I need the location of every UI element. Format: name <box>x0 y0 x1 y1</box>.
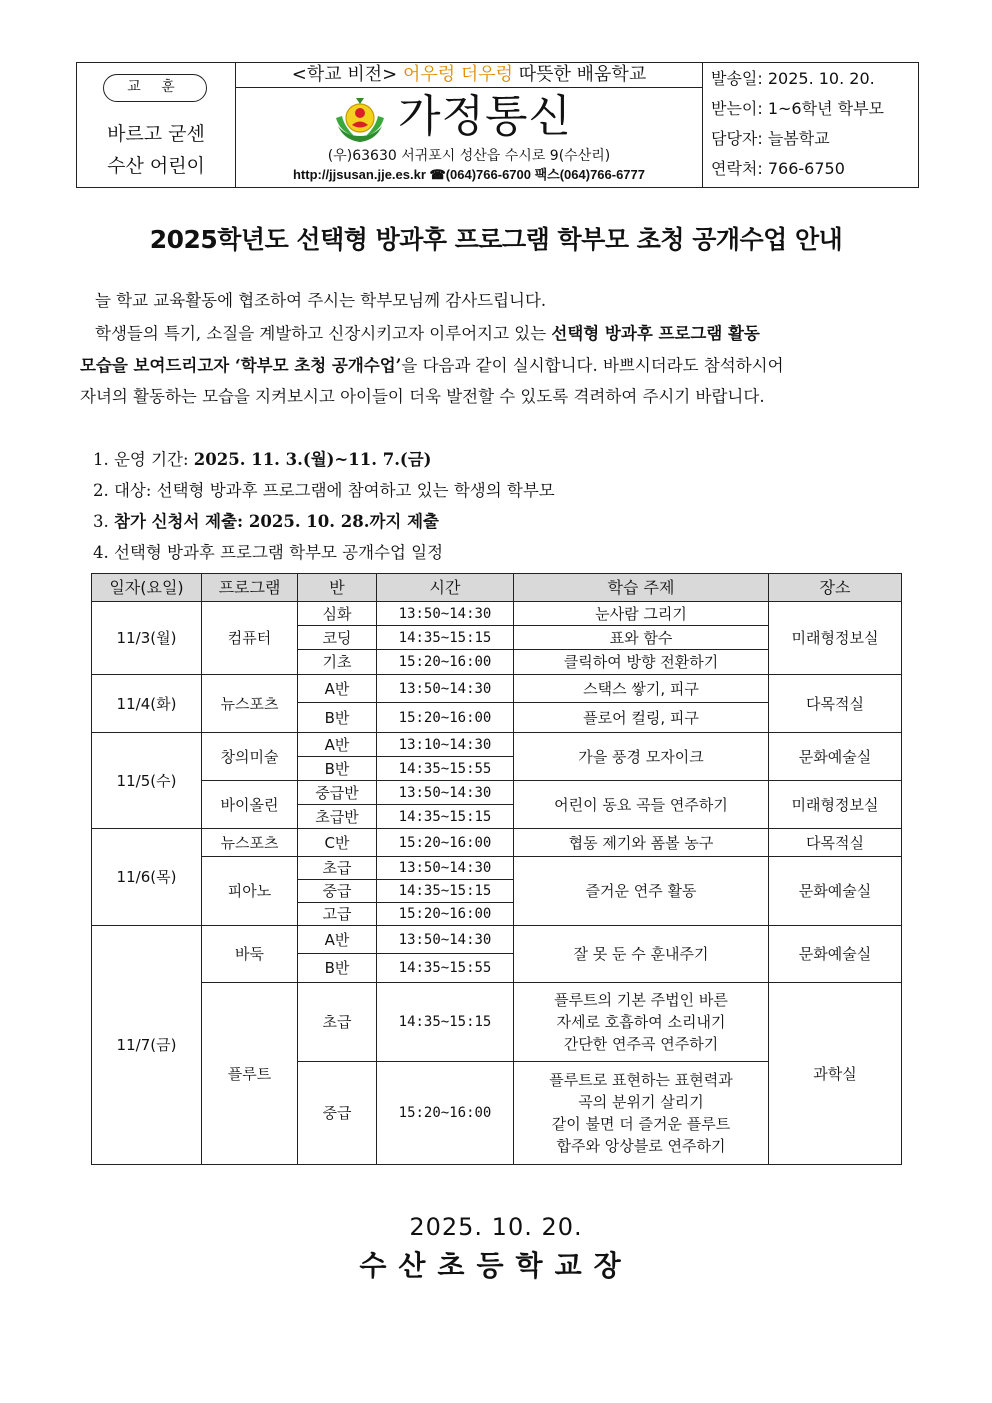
class-cell: B반 <box>298 954 377 983</box>
person-in-charge: 담당자: 늘봄학교 <box>711 129 830 148</box>
subject-cell: 클릭하여 방향 전환하기 <box>514 650 769 675</box>
sent-date: 발송일: 2025. 10. 20. <box>711 69 875 88</box>
date-cell: 11/3(월) <box>92 602 202 675</box>
header-subject: 학습 주제 <box>514 574 769 602</box>
subject-cell <box>514 983 769 1062</box>
item-period <box>93 448 432 472</box>
intro-paragraph-1: 늘 학교 교육활동에 협조하여 주시는 학부모님께 감사드립니다. <box>95 291 547 310</box>
subject-cell: 즐거운 연주 활동 <box>514 857 769 926</box>
newsletter-info <box>703 63 918 187</box>
subject-line: 자세로 호흡하여 소리내기 <box>556 1013 726 1031</box>
class-cell: B반 <box>298 703 377 733</box>
place-cell: 문화예술실 <box>769 857 902 926</box>
place-cell: 미래형정보실 <box>769 781 902 829</box>
class-cell: B반 <box>298 757 377 781</box>
time-cell: 13:50~14:30 <box>377 926 514 954</box>
class-cell: 중급 <box>298 880 377 903</box>
program-cell: 창의미술 <box>202 733 298 781</box>
class-cell: 고급 <box>298 903 377 926</box>
class-cell: 초급 <box>298 857 377 880</box>
item-label: 3. <box>93 512 114 531</box>
date-cell: 11/4(화) <box>92 675 202 733</box>
time-cell: 15:20~16:00 <box>377 703 514 733</box>
vision-word-1: 어우렁 <box>402 64 456 85</box>
subject-line: 곡의 분위기 살리기 <box>578 1093 704 1111</box>
motto-line-1: 바르고 굳센 <box>107 123 205 145</box>
school-address: (우)63630 서귀포시 성산읍 수시로 9(수산리) <box>327 148 611 164</box>
class-cell: 기초 <box>298 650 377 675</box>
class-cell: A반 <box>298 675 377 703</box>
subject-line: 합주와 앙상블로 연주하기 <box>556 1137 726 1155</box>
time-cell: 13:50~14:30 <box>377 675 514 703</box>
place-cell: 다목적실 <box>769 675 902 733</box>
principal-signature: 수산초등학교장 <box>359 1249 633 1282</box>
place-cell: 미래형정보실 <box>769 602 902 675</box>
header-program: 프로그램 <box>202 574 298 602</box>
time-cell: 13:50~14:30 <box>377 602 514 626</box>
table-header-row <box>92 574 902 602</box>
date-cell: 11/5(수) <box>92 733 202 829</box>
program-cell: 플루트 <box>202 983 298 1165</box>
time-cell: 15:20~16:00 <box>377 829 514 857</box>
period-value: 2025. 11. 3.(월)~11. 7.(금) <box>193 450 432 469</box>
school-motto <box>77 63 236 187</box>
school-contact: http://jjsusan.jje.es.kr ☎(064)766-6700 팩스(064)766-6777 <box>292 167 646 182</box>
subject-line: 플루트로 표현하는 표현력과 <box>549 1071 733 1089</box>
subject-cell <box>514 1062 769 1165</box>
header-date: 일자(요일) <box>92 574 202 602</box>
intro-emphasis-2: 모습을 보여드리고자 <box>80 356 235 375</box>
item-deadline <box>93 510 439 534</box>
motto-badge: 교 훈 <box>103 74 207 102</box>
time-cell: 14:35~15:15 <box>377 983 514 1062</box>
program-cell: 뉴스포츠 <box>202 675 298 733</box>
table-row <box>92 675 902 703</box>
document-title: 2025학년도 선택형 방과후 프로그램 학부모 초청 공개수업 안내 <box>149 225 843 254</box>
newsletter-masthead <box>236 63 703 187</box>
intro-paragraph-3 <box>80 354 784 378</box>
intro-text: 학생들의 특기, 소질을 계발하고 신장시키고자 이루어지고 있는 <box>95 324 552 343</box>
table-row <box>92 857 902 880</box>
place-cell: 과학실 <box>769 983 902 1165</box>
item-target: 2. 대상: 선택형 방과후 프로그램에 참여하고 있는 학생의 학부모 <box>93 481 555 500</box>
recipient: 받는이: 1~6학년 학부모 <box>711 99 884 118</box>
class-cell: A반 <box>298 926 377 954</box>
subject-cell: 협동 제기와 폼볼 농구 <box>514 829 769 857</box>
header-time: 시간 <box>377 574 514 602</box>
school-logo <box>334 96 386 144</box>
class-cell: 초급 <box>298 983 377 1062</box>
class-cell: C반 <box>298 829 377 857</box>
subject-cell: 스택스 쌓기, 피구 <box>514 675 769 703</box>
intro-paragraph-2 <box>95 322 760 346</box>
time-cell: 15:20~16:00 <box>377 650 514 675</box>
vision-prefix: <학교 비전> <box>291 64 398 85</box>
class-cell: 중급 <box>298 1062 377 1165</box>
time-cell: 15:20~16:00 <box>377 1062 514 1165</box>
newsletter-header <box>76 62 919 188</box>
time-cell: 13:50~14:30 <box>377 781 514 805</box>
table-row <box>92 926 902 954</box>
event-name: ‘학부모 초청 공개수업’ <box>234 356 402 375</box>
issue-date: 2025. 10. 20. <box>409 1213 583 1241</box>
time-cell: 14:35~15:55 <box>377 954 514 983</box>
intro-emphasis: 선택형 방과후 프로그램 활동 <box>551 324 760 343</box>
header-class: 반 <box>298 574 377 602</box>
table-row <box>92 733 902 757</box>
date-cell: 11/6(목) <box>92 829 202 926</box>
vision-word-2: 더우렁 <box>460 64 514 85</box>
table-row <box>92 781 902 805</box>
subject-line: 플루트의 기본 주법인 바른 <box>554 991 728 1009</box>
time-cell: 14:35~15:15 <box>377 880 514 903</box>
subject-line: 같이 불면 더 즐거운 플루트 <box>551 1115 731 1133</box>
schedule-table <box>91 573 902 1165</box>
place-cell: 문화예술실 <box>769 926 902 983</box>
program-cell: 바둑 <box>202 926 298 983</box>
school-vision <box>236 63 702 88</box>
class-cell: 초급반 <box>298 805 377 829</box>
contact-phone: 연락처: 766-6750 <box>711 159 845 178</box>
vision-suffix: 따뜻한 배움학교 <box>518 64 647 85</box>
time-cell: 13:50~14:30 <box>377 857 514 880</box>
program-cell: 컴퓨터 <box>202 602 298 675</box>
subject-cell: 표와 함수 <box>514 626 769 650</box>
place-cell: 문화예술실 <box>769 733 902 781</box>
item-label: 1. 운영 기간: <box>93 450 194 469</box>
subject-cell: 가을 풍경 모자이크 <box>514 733 769 781</box>
subject-cell: 눈사람 그리기 <box>514 602 769 626</box>
table-row <box>92 602 902 626</box>
time-cell: 14:35~15:15 <box>377 626 514 650</box>
program-cell: 피아노 <box>202 857 298 926</box>
table-row <box>92 829 902 857</box>
table-row <box>92 983 902 1062</box>
subject-cell: 잘 못 둔 수 훈내주기 <box>514 926 769 983</box>
subject-cell: 어린이 동요 곡들 연주하기 <box>514 781 769 829</box>
class-cell: 심화 <box>298 602 377 626</box>
item-schedule: 4. 선택형 방과후 프로그램 학부모 공개수업 일정 <box>93 543 444 562</box>
time-cell: 14:35~15:55 <box>377 757 514 781</box>
subject-cell: 플로어 컬링, 피구 <box>514 703 769 733</box>
program-cell: 바이올린 <box>202 781 298 829</box>
motto-line-2: 수산 어린이 <box>107 155 205 177</box>
class-cell: 코딩 <box>298 626 377 650</box>
class-cell: 중급반 <box>298 781 377 805</box>
subject-line: 간단한 연주곡 연주하기 <box>563 1035 719 1053</box>
time-cell: 15:20~16:00 <box>377 903 514 926</box>
time-cell: 14:35~15:15 <box>377 805 514 829</box>
intro-paragraph-4: 자녀의 활동하는 모습을 지켜보시고 아이들이 더욱 발전할 수 있도록 격려하여 주시기 바랍니다. <box>80 387 765 406</box>
deadline-value: 참가 신청서 제출: 2025. 10. 28.까지 제출 <box>114 512 439 531</box>
date-cell: 11/7(금) <box>92 926 202 1165</box>
time-cell: 13:10~14:30 <box>377 733 514 757</box>
intro-text-2: 을 다음과 같이 실시합니다. 바쁘시더라도 참석하시어 <box>401 356 784 375</box>
class-cell: A반 <box>298 733 377 757</box>
newsletter-title: 가정통신 <box>398 91 573 142</box>
header-place: 장소 <box>769 574 902 602</box>
program-cell: 뉴스포츠 <box>202 829 298 857</box>
place-cell: 다목적실 <box>769 829 902 857</box>
